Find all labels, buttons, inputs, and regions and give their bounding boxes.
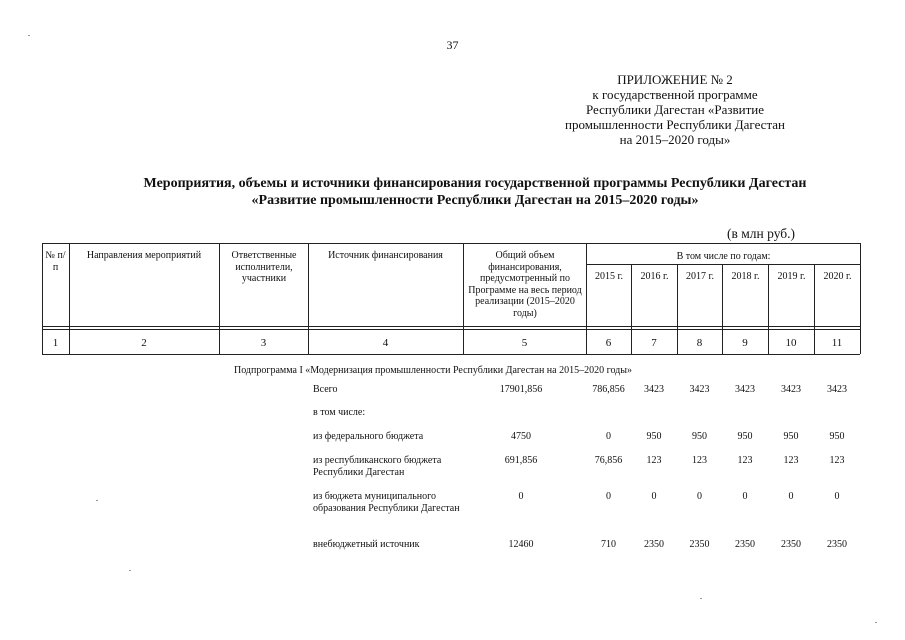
column-number-7: 7	[651, 337, 657, 349]
column-number-10: 10	[785, 337, 797, 349]
row-year-2019: 0	[788, 491, 794, 502]
row-total: 17901,856	[499, 384, 543, 395]
header-year-2016: 2016 г.	[640, 271, 669, 282]
document-title	[60, 175, 890, 209]
column-number-2: 2	[141, 337, 147, 349]
column-number-11: 11	[831, 337, 843, 349]
row-year-2019: 123	[783, 455, 799, 466]
header-year-2019: 2019 г.	[777, 271, 806, 282]
column-number-9: 9	[742, 337, 748, 349]
page-number: 37	[446, 38, 459, 52]
scan-speck	[96, 500, 98, 501]
header-year-2015: 2015 г.	[595, 271, 623, 282]
header-year-2020: 2020 г.	[823, 271, 852, 282]
row-label: внебюджетный источник	[313, 539, 420, 550]
column-number-8: 8	[696, 337, 703, 349]
appendix-line-4: промышленности Республики Дагестан	[564, 117, 786, 132]
header-total: Общий объем финансирования, предусмотренный по Программе на весь период реализации (2015–2020 годы)	[468, 250, 582, 319]
header-year-2017: 2017 г.	[686, 271, 714, 282]
row-year-2017: 2350	[689, 539, 710, 550]
column-number-4: 4	[382, 337, 389, 349]
numbers-bottom-border	[42, 354, 860, 355]
row-year-2015: 786,856	[592, 384, 625, 395]
row-label: в том числе:	[313, 407, 366, 418]
header-source: Источник финансирования	[328, 250, 443, 261]
row-total: 12460	[508, 539, 534, 550]
row-year-2017: 3423	[689, 384, 710, 395]
row-year-2015: 76,856	[594, 455, 623, 466]
row-year-2016: 0	[651, 491, 657, 502]
column-number-1: 1	[52, 337, 59, 349]
row-year-2020: 3423	[827, 384, 847, 395]
col-border-11	[860, 243, 861, 354]
column-number-5: 5	[521, 337, 528, 349]
row-year-2017: 0	[697, 491, 702, 502]
row-year-2017: 123	[692, 455, 707, 466]
row-year-2018: 3423	[735, 384, 755, 395]
row-year-2020: 2350	[827, 539, 847, 550]
row-label: из федерального бюджета	[313, 431, 424, 442]
row-year-2016: 123	[646, 455, 662, 466]
header-by-years: В том числе по годам:	[676, 251, 771, 262]
row-year-2015: 0	[606, 491, 611, 502]
row-year-2016: 3423	[644, 384, 664, 395]
subprogram-heading: Подпрограмма I «Модернизация промышленности Республики Дагестан на 2015–2020 годы»	[234, 365, 632, 376]
row-year-2018: 2350	[735, 539, 755, 550]
row-label: из бюджета муниципального образования Республики Дагестан	[313, 491, 460, 514]
row-year-2020: 123	[829, 455, 845, 466]
row-year-2018: 123	[737, 455, 753, 466]
row-year-2019: 950	[783, 431, 799, 442]
header-no: № п/п	[45, 250, 66, 273]
column-number-3: 3	[260, 337, 267, 349]
header-responsible: Ответственные исполнители, участники	[231, 250, 297, 284]
row-year-2020: 950	[829, 431, 845, 442]
row-year-2020: 0	[834, 491, 840, 502]
numbers-top-border	[42, 329, 860, 330]
row-year-2016: 950	[646, 431, 662, 442]
appendix-block	[520, 72, 830, 147]
column-number-6: 6	[605, 337, 612, 349]
row-year-2018: 950	[737, 431, 753, 442]
row-year-2017: 950	[692, 431, 707, 442]
title-line-2: «Развитие промышленности Республики Дагестан на 2015–2020 годы»	[251, 193, 699, 208]
table-top-border	[42, 243, 860, 244]
row-total: 0	[518, 491, 524, 502]
row-year-2018: 0	[742, 491, 748, 502]
years-divider	[586, 264, 860, 265]
row-label: Всего	[313, 384, 338, 395]
scan-speck	[129, 570, 131, 571]
row-year-2019: 2350	[781, 539, 801, 550]
row-year-2015: 0	[606, 431, 611, 442]
appendix-line-1: ПРИЛОЖЕНИЕ № 2	[617, 72, 733, 87]
appendix-line-3: Республики Дагестан «Развитие	[585, 102, 765, 117]
header-bottom-border	[42, 326, 860, 327]
row-year-2016: 2350	[644, 539, 664, 550]
scan-speck	[700, 598, 702, 599]
appendix-line-2: к государственной программе	[592, 87, 758, 102]
header-direction: Направления мероприятий	[86, 250, 202, 261]
row-label: из республиканского бюджета Республики Дагестан	[313, 455, 442, 478]
row-total: 4750	[511, 431, 531, 442]
units-label: (в млн руб.)	[727, 226, 796, 241]
row-year-2019: 3423	[781, 384, 801, 395]
scan-speck	[875, 622, 877, 623]
row-year-2015: 710	[601, 539, 616, 550]
scan-speck	[28, 35, 30, 36]
header-year-2018: 2018 г.	[731, 271, 760, 282]
title-line-1: Мероприятия, объемы и источники финансирования государственной программы Республики Дагестан	[143, 176, 807, 191]
appendix-line-5: на 2015–2020 годы»	[619, 132, 731, 147]
row-total: 691,856	[504, 455, 538, 466]
